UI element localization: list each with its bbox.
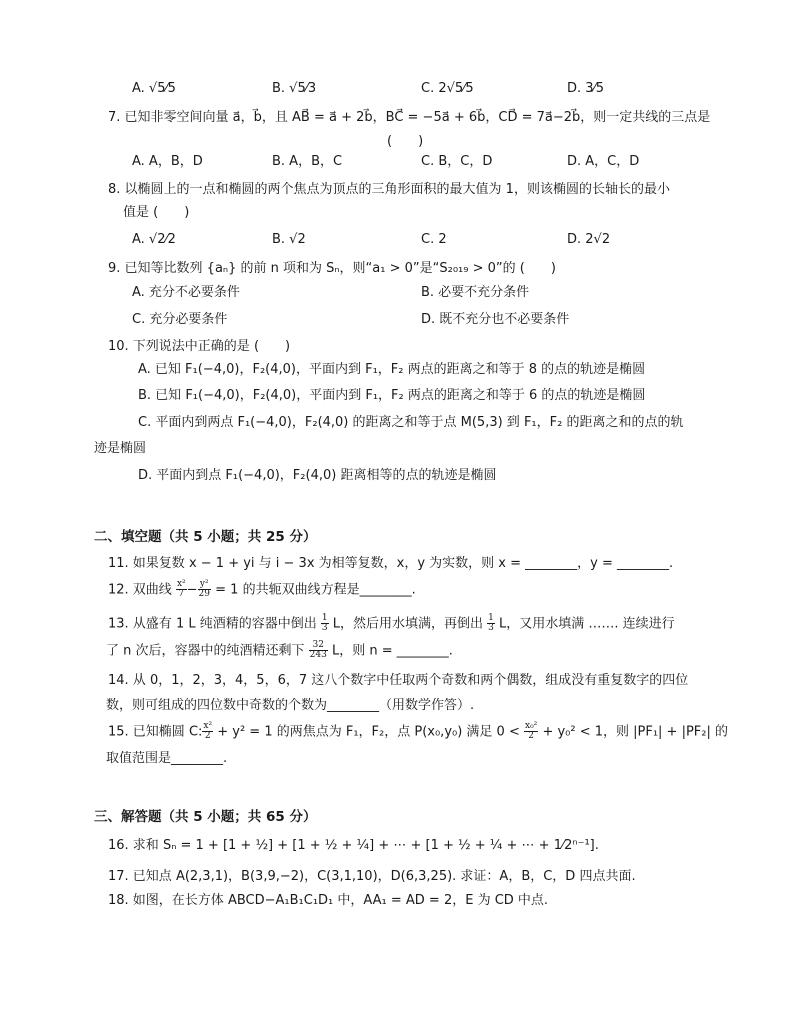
q10-option-c-cont: 迹是椭圆: [94, 441, 147, 456]
q9-option-d: D. 既不充分也不必要条件: [421, 312, 570, 327]
q13-frac-one-third: $\frac{1}{3}$: [321, 613, 328, 634]
q12-frac-x: $\frac{\text{x²}}{7}$: [176, 579, 186, 600]
q13-frac-remaining: $\frac{32}{243}$: [309, 640, 327, 661]
q13: 13. 从盛有 1 L 纯酒精的容器中倒出 $\frac{1}{3}$ L，然后用水填满，再倒出 $\frac{1}{3}$ L，又用水填满 ……. 连续进行: [108, 613, 675, 634]
q12-tail: = 1 的共轭双曲线方程是________.: [215, 582, 416, 598]
q14: 14. 从 0，1，2，3，4，5，6，7 这八个数字中任取两个奇数和两个偶数，组成没有重复数字的四位: [108, 673, 689, 688]
q17: 17. 已知点 A(2,3,1)，B(3,9,−2)，C(3,1,10)，D(6,3,25). 求证：A，B，C，D 四点共面.: [108, 869, 636, 884]
q10-stem: 10. 下列说法中正确的是 ( ): [108, 339, 291, 354]
q9-stem: 9. 已知等比数列 {aₙ} 的前 n 项和为 Sₙ，则“a₁ > 0”是“S₂₀₁₉ > 0”的 ( ): [108, 261, 556, 276]
section-2-title: 二、填空题（共 5 小题；共 25 分）: [94, 529, 317, 545]
q12: 12. 双曲线 $\frac{\text{x²}}{7}$ − $\frac{\text{y²}}{29}$ = 1 的共轭双曲线方程是________.: [108, 579, 416, 600]
q7-paren: ( ): [387, 134, 424, 149]
q15-frac-x0: $\frac{\text{x₀²}}{2}$: [525, 721, 538, 742]
q8-option-a: A. √2⁄2: [132, 232, 176, 247]
q7-option-b: B. A，B，C: [272, 154, 343, 169]
q7-option-c: C. B，C，D: [421, 154, 493, 169]
q7-stem: 7. 已知非零空间向量 a⃗，b⃗，且 AB⃗ = a⃗ + 2b⃗，BC⃗ = −5a⃗ + 6b⃗，CD⃗ = 7a⃗−2b⃗，则一定共线的三点是: [108, 110, 711, 125]
q6-option-b: B. √5⁄3: [272, 81, 317, 96]
q10-option-a: A. 已知 F₁(−4,0)，F₂(4,0)，平面内到 F₁，F₂ 两点的距离之和等于 8 的点的轨迹是椭圆: [138, 362, 646, 377]
q14-cont: 数，则可组成的四位数中奇数的个数为________（用数学作答）.: [106, 698, 475, 713]
q13-cont: 了 n 次后，容器中的纯酒精还剩下 $\frac{32}{243}$ L，则 n = ________.: [106, 640, 453, 661]
q8-option-d: D. 2√2: [567, 232, 611, 247]
q6-option-c: C. 2√5⁄5: [421, 81, 474, 96]
q9-option-a: A. 充分不必要条件: [132, 285, 240, 300]
q13-frac-one-third-2: $\frac{1}{3}$: [488, 613, 494, 634]
q9-option-c: C. 充分必要条件: [132, 312, 228, 327]
q8-option-b: B. √2: [272, 232, 306, 247]
q15-frac-x: $\frac{\text{x²}}{2}$: [203, 721, 213, 742]
q8-stem: 8. 以椭圆上的一点和椭圆的两个焦点为顶点的三角形面积的最大值为 1，则该椭圆的长轴长的最小: [108, 182, 670, 197]
q10-option-c: C. 平面内到两点 F₁(−4,0)，F₂(4,0) 的距离之和等于点 M(5,3) 到 F₁，F₂ 的距离之和的点的轨: [138, 415, 684, 430]
q11: 11. 如果复数 x − 1 + yi 与 i − 3x 为相等复数，x，y 为实数，则 x = ________，y = ________.: [108, 556, 674, 571]
q8-stem-cont: 值是 ( ): [123, 205, 190, 220]
q12-lead: 12. 双曲线: [108, 582, 172, 598]
q10-option-d: D. 平面内到点 F₁(−4,0)，F₂(4,0) 距离相等的点的轨迹是椭圆: [138, 468, 497, 483]
q16: 16. 求和 Sₙ = 1 + [1 + ½] + [1 + ½ + ¼] + ⋯ + [1 + ½ + ¼ + ⋯ + 1⁄2ⁿ⁻¹].: [108, 838, 599, 853]
q15-cont: 取值范围是________.: [106, 751, 228, 766]
q6-option-d: D. 3⁄5: [567, 81, 604, 96]
q12-frac-y: $\frac{\text{y²}}{29}$: [198, 579, 210, 600]
q6-option-a: A. √5⁄5: [132, 81, 176, 96]
section-3-title: 三、解答题（共 5 小题；共 65 分）: [94, 809, 317, 825]
q8-option-c: C. 2: [421, 232, 447, 247]
q9-option-b: B. 必要不充分条件: [421, 285, 530, 300]
q15: 15. 已知椭圆 C: $\frac{\text{x²}}{2}$ + y² = 1 的两焦点为 F₁，F₂，点 P(x₀,y₀) 满足 0 < $\frac{\text{x₀²}}{2}$ + y₀² < 1，则 |PF₁| + |PF₂| 的: [108, 721, 729, 742]
q7-option-d: D. A，C，D: [567, 154, 640, 169]
q10-option-b: B. 已知 F₁(−4,0)，F₂(4,0)，平面内到 F₁，F₂ 两点的距离之和等于 6 的点的轨迹是椭圆: [138, 388, 646, 403]
q18: 18. 如图，在长方体 ABCD−A₁B₁C₁D₁ 中，AA₁ = AD = 2，E 为 CD 中点.: [108, 893, 549, 908]
q7-option-a: A. A，B，D: [132, 154, 203, 169]
